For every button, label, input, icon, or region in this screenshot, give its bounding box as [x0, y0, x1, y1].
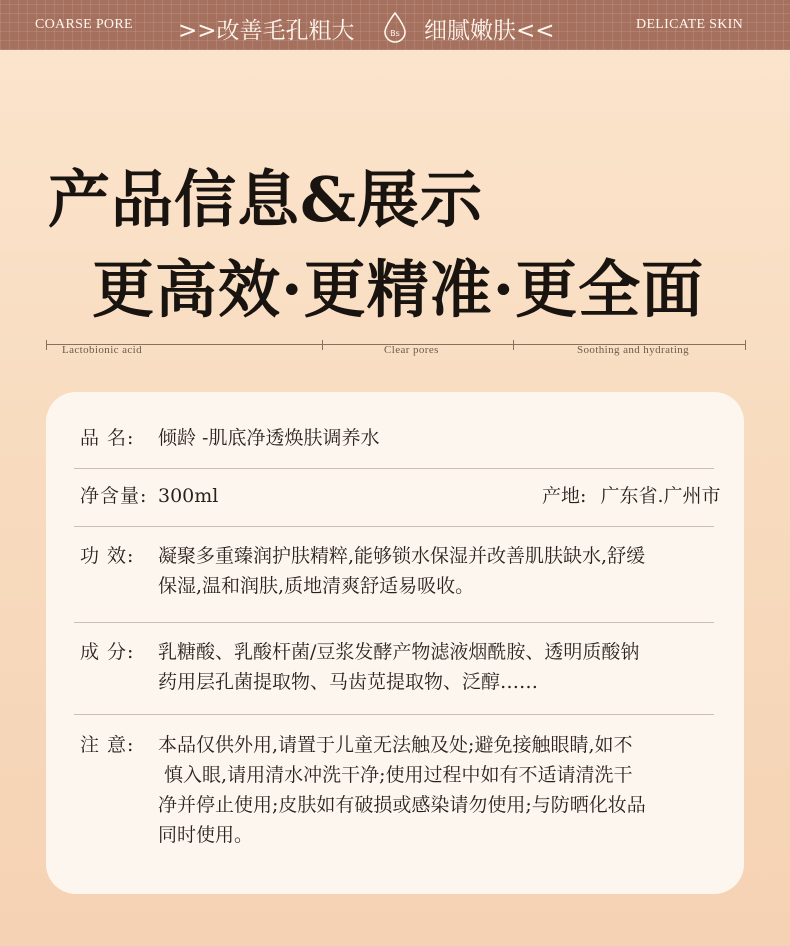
ingredients-line: 乳糖酸、乳酸杆菌/豆浆发酵产物滤液烟酰胺、透明质酸钠 [158, 641, 640, 663]
origin-label: 产地: [542, 485, 587, 507]
water-drop-icon [382, 11, 408, 43]
notice-line: 本品仅供外用,请置于儿童无法触及处;避免接触眼睛,如不 [158, 734, 633, 756]
effect-label: 功 效: [80, 545, 135, 567]
ruler-label-clear-pores: Clear pores [384, 344, 439, 356]
divider [74, 468, 714, 469]
notice-line: 同时使用。 [158, 824, 254, 846]
notice-label: 注 意: [80, 734, 135, 756]
effect-line: 凝聚多重臻润护肤精粹,能够锁水保湿并改善肌肤缺水,舒缓 [158, 545, 646, 567]
name-label: 品 名: [80, 427, 135, 449]
origin-value: 广东省.广州市 [600, 485, 721, 507]
volume-value: 300ml [158, 485, 219, 507]
top-banner [0, 0, 790, 50]
ruler-tick [745, 340, 746, 350]
notice-line: 慎入眼,请用清水冲洗干净;使用过程中如有不适请清洗干 [158, 764, 633, 786]
banner-right-text: DELICATE SKIN [636, 17, 743, 32]
product-info-card [46, 392, 744, 894]
divider [74, 622, 714, 623]
feature-ruler [46, 340, 746, 360]
banner-slogan-left: >>改善毛孔粗大 [178, 18, 355, 44]
ingredients-label: 成 分: [80, 641, 135, 663]
water-drop-text: Bs [390, 29, 400, 38]
banner-left-text: COARSE PORE [35, 17, 133, 32]
ruler-tick [322, 340, 323, 350]
divider [74, 526, 714, 527]
ruler-tick [513, 340, 514, 350]
name-value: 倾龄 -肌底净透焕肤调养水 [158, 427, 380, 449]
volume-label: 净含量: [80, 485, 148, 507]
origin-field [542, 481, 721, 511]
ingredients-value [158, 637, 712, 697]
ruler-tick [46, 340, 47, 350]
effect-value [158, 541, 712, 601]
banner-slogan-right: 细腻嫩肤<< [424, 18, 555, 44]
effect-line: 保湿,温和润肤,质地清爽舒适易吸收。 [158, 575, 475, 597]
ruler-label-soothing: Soothing and hydrating [577, 344, 690, 356]
ruler-label-lactobionic: Lactobionic acid [62, 344, 143, 356]
page-subtitle: 更高效·更精准·更全面 [92, 253, 705, 326]
notice-value [158, 730, 712, 850]
page-title: 产品信息&展示 [48, 163, 483, 236]
divider [74, 714, 714, 715]
ingredients-line: 药用层孔菌提取物、马齿苋提取物、泛醇…… [158, 671, 539, 693]
notice-line: 净并停止使用;皮肤如有破损或感染请勿使用;与防晒化妆品 [158, 794, 646, 816]
